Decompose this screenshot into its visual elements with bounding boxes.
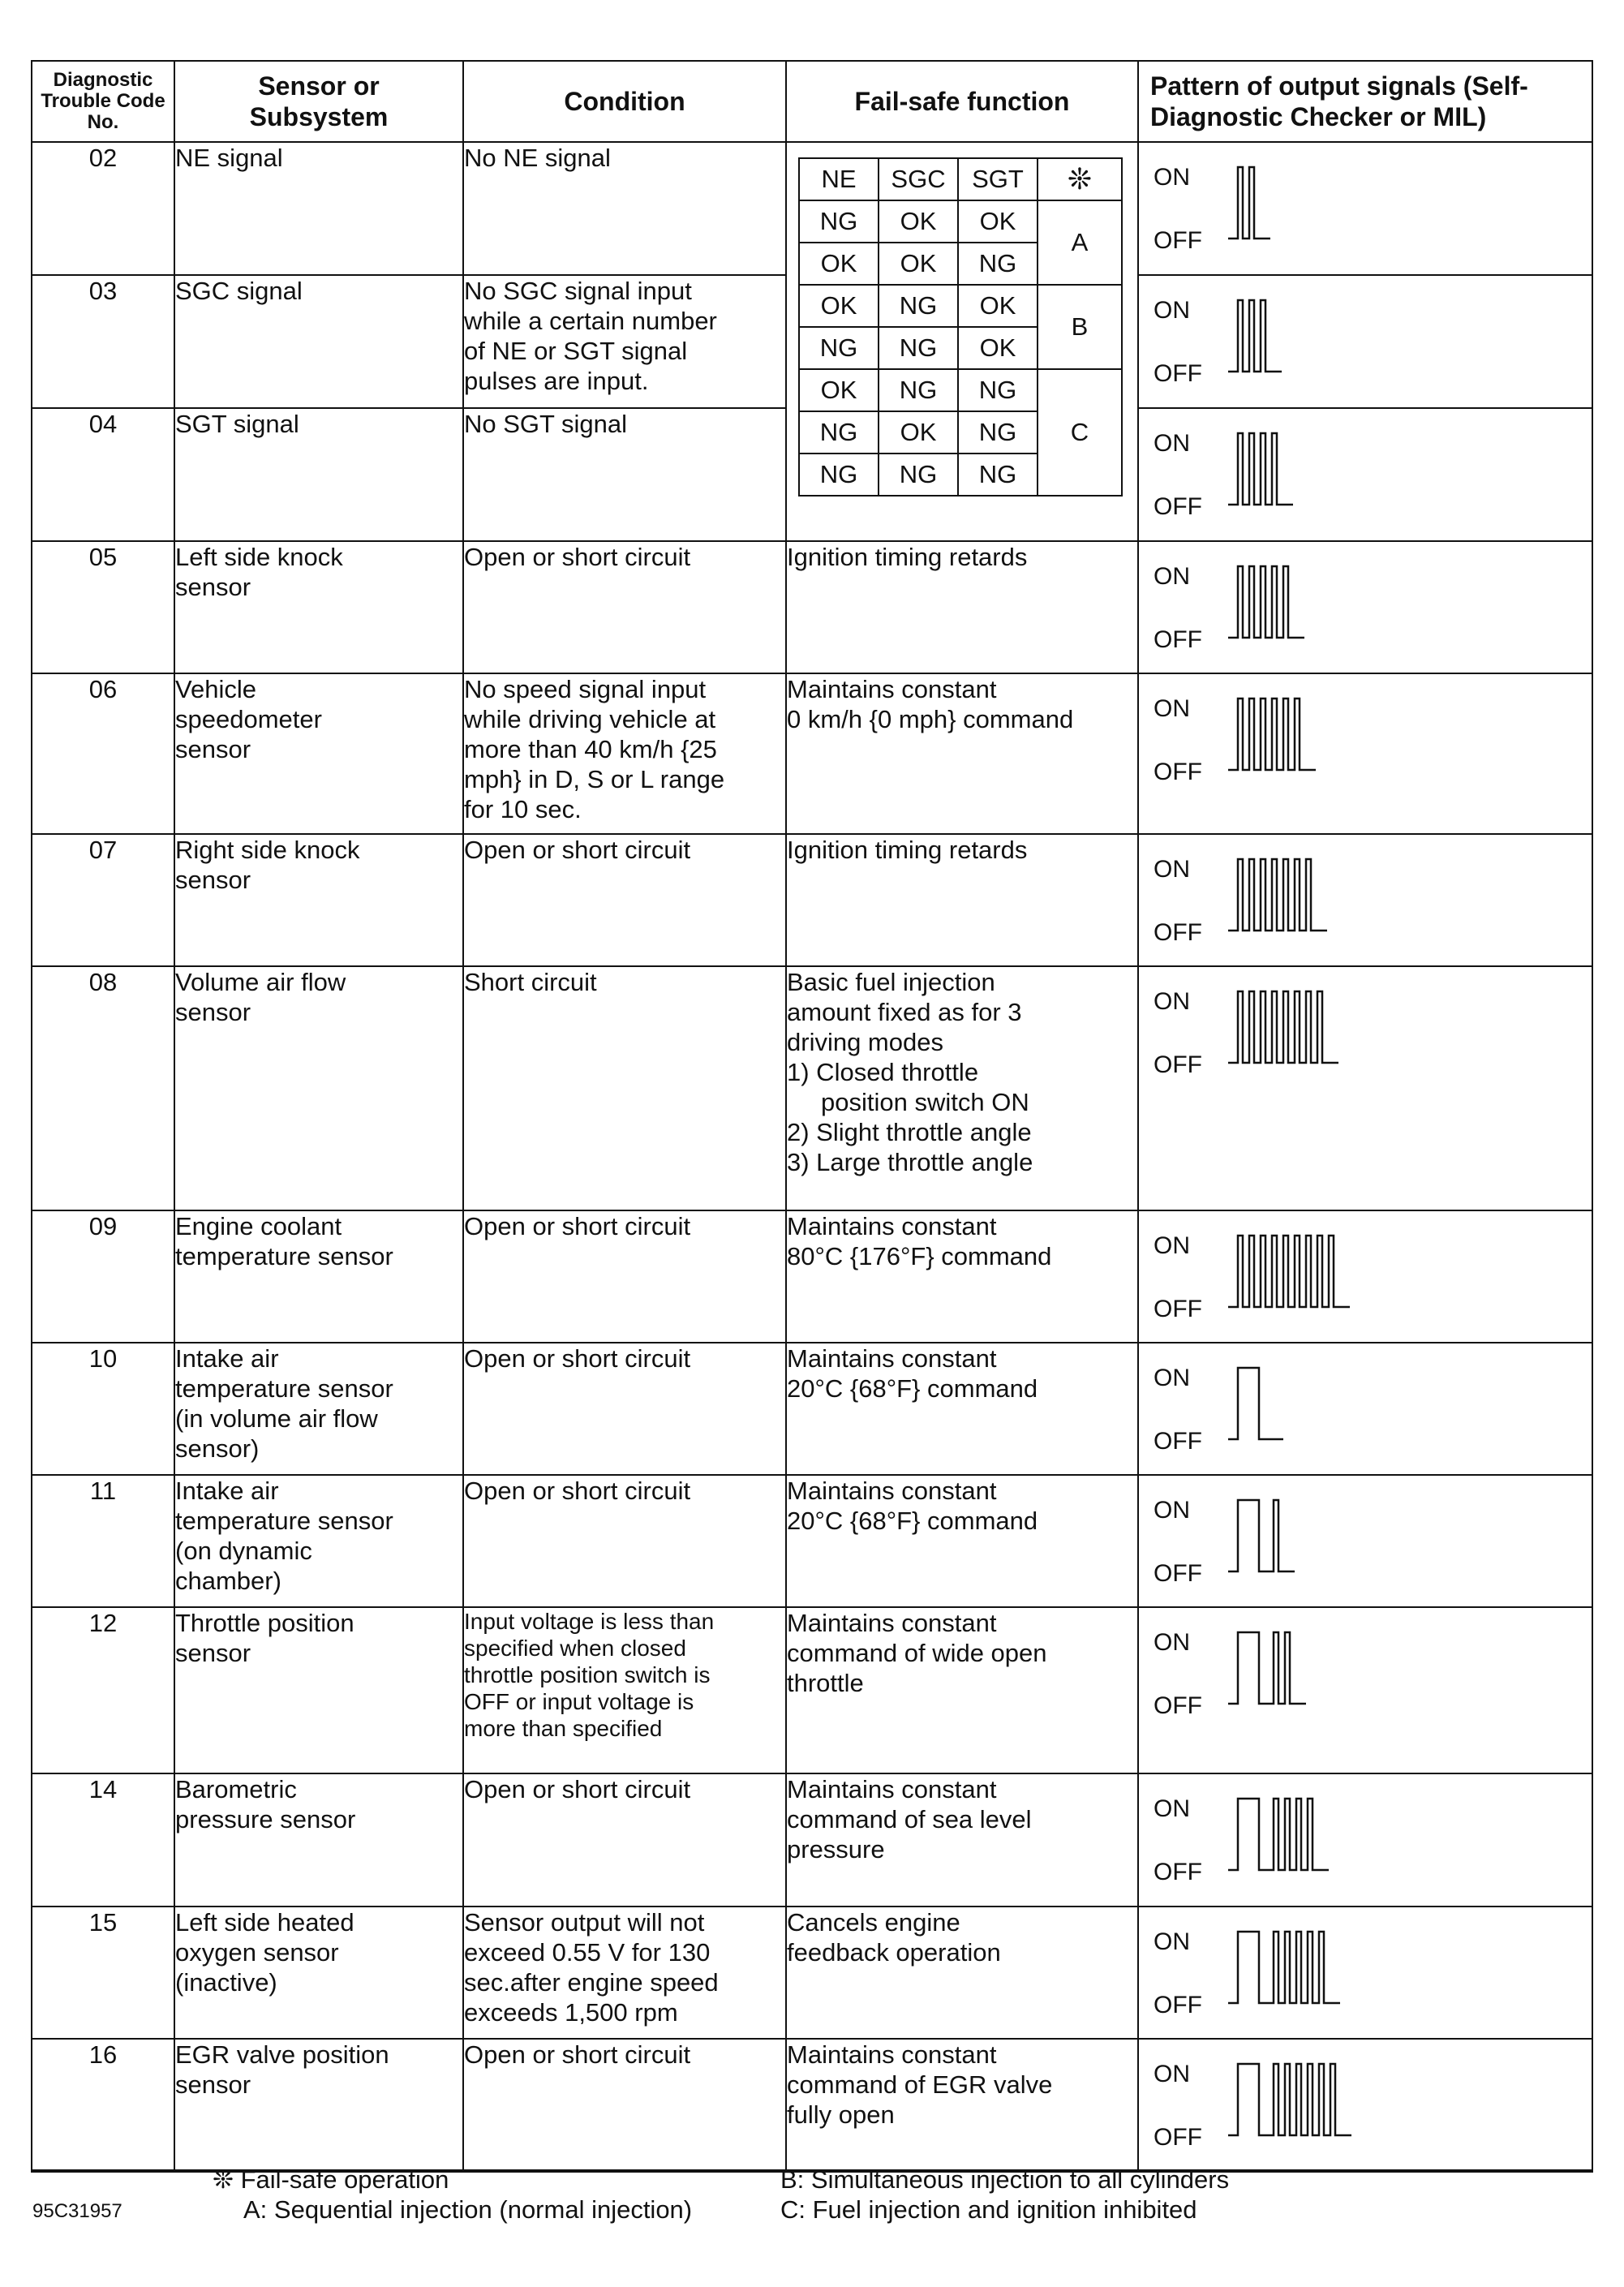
signal-off-label: OFF	[1154, 1051, 1202, 1078]
signal-pattern	[1138, 1607, 1592, 1773]
table-row	[32, 142, 1592, 275]
signal-pattern-graphic	[1154, 1917, 1429, 2023]
condition	[463, 541, 786, 673]
dtc-code: 07	[32, 834, 174, 966]
failsafe-matrix-cell: NG	[799, 327, 879, 369]
header-pattern: Pattern of output signals (Self-Diagnostic Checker or MIL)	[1138, 61, 1592, 142]
signal-off-label: OFF	[1154, 227, 1202, 254]
rows.6.sensor-line: Volume air flow	[175, 968, 346, 996]
rows.4.failsafe-line: Maintains constant	[787, 675, 997, 703]
signal-on-label: ON	[1154, 1795, 1190, 1822]
signal-on-label: ON	[1154, 430, 1190, 457]
signal-pattern	[1138, 2039, 1592, 2171]
rows.10.condition-line: throttle position switch is	[464, 1662, 711, 1687]
signal-waveform	[1228, 1368, 1283, 1439]
sensor-name	[174, 1607, 463, 1773]
rows.10.failsafe-line: throttle	[787, 1669, 864, 1697]
failsafe-matrix-cell: OK	[958, 285, 1038, 327]
signal-on-label: ON	[1154, 695, 1190, 722]
rows.3.sensor-line: Left side knock	[175, 543, 343, 571]
rows.7.failsafe-line: Maintains constant	[787, 1212, 997, 1240]
signal-pattern-graphic	[1154, 286, 1429, 391]
failsafe-function	[786, 673, 1138, 834]
signal-pattern-graphic	[1154, 977, 1429, 1082]
rows.3.sensor-line: sensor	[175, 573, 251, 601]
header-code: Diagnostic Trouble Code No.	[32, 61, 174, 142]
rows.4.failsafe-line: 0 km/h {0 mph} command	[787, 705, 1074, 733]
signal-waveform	[1228, 566, 1304, 638]
rows.9.sensor-line: temperature sensor	[175, 1507, 393, 1535]
signal-waveform	[1228, 1236, 1350, 1307]
header-failsafe: Fail-safe function	[786, 61, 1138, 142]
rows.6.failsafe-line: 3) Large throttle angle	[787, 1148, 1033, 1176]
signal-pattern	[1138, 1475, 1592, 1607]
sensor-name	[174, 408, 463, 541]
condition	[463, 834, 786, 966]
failsafe-function	[786, 1343, 1138, 1475]
sensor-name	[174, 1907, 463, 2039]
signal-pattern	[1138, 275, 1592, 408]
rows.5.condition-line: Open or short circuit	[464, 836, 691, 864]
rows.11.sensor-line: Barometric	[175, 1775, 297, 1803]
signal-on-label: ON	[1154, 1497, 1190, 1524]
condition	[463, 966, 786, 1210]
failsafe-matrix-cell: OK	[879, 411, 958, 454]
rows.12.condition-line: exceeds 1,500 rpm	[464, 1998, 678, 2027]
failsafe-matrix-cell: NG	[958, 243, 1038, 285]
rows.12.failsafe-line: Cancels engine	[787, 1908, 960, 1937]
rows.11.failsafe-line: Maintains constant	[787, 1775, 997, 1803]
failsafe-group-label: C	[1038, 369, 1122, 496]
rows.8.condition-line: Open or short circuit	[464, 1344, 691, 1373]
rows.12.condition-line: sec.after engine speed	[464, 1968, 719, 1997]
rows.13.sensor-line: EGR valve position	[175, 2040, 389, 2069]
signal-on-label: ON	[1154, 988, 1190, 1015]
failsafe-matrix-cell: NG	[799, 200, 879, 243]
rows.10.condition-line: Input voltage is less than	[464, 1609, 715, 1634]
dtc-code: 16	[32, 2039, 174, 2171]
rows.6.failsafe-line: 1) Closed throttle	[787, 1058, 979, 1086]
rows.3.failsafe-line: Ignition timing retards	[787, 543, 1028, 571]
footnote-failsafe-operation: ❊ Fail-safe operation	[213, 2165, 449, 2194]
rows.1.condition-line: of NE or SGT signal	[464, 337, 688, 365]
diagnostic-trouble-code-table	[31, 60, 1593, 2173]
failsafe-matrix-header: ❊	[1038, 158, 1122, 200]
rows.6.failsafe-line: 2) Slight throttle angle	[787, 1118, 1032, 1146]
signal-off-label: OFF	[1154, 759, 1202, 785]
signal-off-label: OFF	[1154, 1560, 1202, 1587]
failsafe-matrix-header: NE	[799, 158, 879, 200]
dtc-code: 14	[32, 1773, 174, 1907]
signal-pattern-graphic	[1154, 552, 1429, 657]
rows.9.sensor-line: (on dynamic	[175, 1537, 312, 1565]
rows.6.failsafe-line: Basic fuel injection	[787, 968, 995, 996]
rows.0.condition-line: No NE signal	[464, 144, 611, 172]
footnote-b: B: Simultaneous injection to all cylinders	[780, 2165, 1230, 2194]
signal-on-label: ON	[1154, 856, 1190, 883]
rows.9.sensor-line: Intake air	[175, 1477, 279, 1505]
failsafe-merged	[786, 142, 1138, 541]
failsafe-function	[786, 966, 1138, 1210]
signal-on-label: ON	[1154, 563, 1190, 590]
rows.12.sensor-line: oxygen sensor	[175, 1938, 339, 1967]
rows.13.sensor-line: sensor	[175, 2070, 251, 2099]
signal-off-label: OFF	[1154, 1992, 1202, 2018]
signal-waveform	[1228, 1799, 1329, 1870]
rows.9.failsafe-line: 20°C {68°F} command	[787, 1507, 1038, 1535]
footnote-right	[780, 2164, 1229, 2225]
condition	[463, 2039, 786, 2171]
failsafe-function	[786, 2039, 1138, 2171]
rows.6.condition-line: Short circuit	[464, 968, 597, 996]
sensor-name	[174, 541, 463, 673]
rows.9.sensor-line: chamber)	[175, 1567, 281, 1595]
rows.5.sensor-line: sensor	[175, 866, 251, 894]
rows.5.sensor-line: Right side knock	[175, 836, 360, 864]
failsafe-matrix-header: SGC	[879, 158, 958, 200]
failsafe-matrix-cell: NG	[958, 369, 1038, 411]
rows.3.condition-line: Open or short circuit	[464, 543, 691, 571]
rows.1.sensor-line: SGC signal	[175, 277, 303, 305]
rows.1.condition-line: pulses are input.	[464, 367, 649, 395]
condition	[463, 1607, 786, 1773]
signal-on-label: ON	[1154, 1232, 1190, 1259]
signal-waveform	[1228, 2064, 1351, 2135]
sensor-name	[174, 966, 463, 1210]
failsafe-matrix-header: SGT	[958, 158, 1038, 200]
rows.13.failsafe-line: fully open	[787, 2100, 895, 2129]
footnote-c: C: Fuel injection and ignition inhibited	[780, 2195, 1197, 2224]
rows.13.failsafe-line: Maintains constant	[787, 2040, 997, 2069]
dtc-code: 04	[32, 408, 174, 541]
rows.6.sensor-line: sensor	[175, 998, 251, 1026]
rows.6.failsafe-line: driving modes	[787, 1028, 943, 1056]
condition	[463, 673, 786, 834]
sensor-name	[174, 1773, 463, 1907]
dtc-code: 02	[32, 142, 174, 275]
failsafe-matrix-cell: NG	[879, 369, 958, 411]
rows.4.condition-line: mph} in D, S or L range	[464, 765, 725, 793]
dtc-code: 10	[32, 1343, 174, 1475]
rows.13.failsafe-line: command of EGR valve	[787, 2070, 1053, 2099]
footnote	[213, 2164, 692, 2225]
document-id: 95C31957	[32, 2200, 122, 2222]
condition	[463, 1475, 786, 1607]
failsafe-matrix-cell: NG	[879, 327, 958, 369]
signal-pattern-graphic	[1154, 845, 1429, 950]
rows.12.sensor-line: (inactive)	[175, 1968, 277, 1997]
table-row	[32, 1475, 1592, 1607]
table-row	[32, 834, 1592, 966]
rows.4.sensor-line: Vehicle	[175, 675, 256, 703]
signal-waveform	[1228, 699, 1316, 770]
failsafe-function	[786, 1607, 1138, 1773]
condition	[463, 275, 786, 408]
failsafe-group-label: B	[1038, 285, 1122, 369]
rows.11.failsafe-line: pressure	[787, 1835, 885, 1864]
rows.12.condition-line: Sensor output will not	[464, 1908, 705, 1937]
signal-pattern-graphic	[1154, 419, 1429, 524]
signal-pattern	[1138, 408, 1592, 541]
table-row	[32, 2039, 1592, 2171]
signal-off-label: OFF	[1154, 1296, 1202, 1322]
rows.1.condition-line: No SGC signal input	[464, 277, 692, 305]
condition	[463, 1210, 786, 1343]
sensor-name	[174, 2039, 463, 2171]
failsafe-matrix-cell: NG	[879, 454, 958, 496]
condition	[463, 1907, 786, 2039]
footnote-a: A: Sequential injection (normal injection)	[243, 2195, 693, 2224]
signal-pattern-graphic	[1154, 2049, 1429, 2155]
signal-pattern-graphic	[1154, 1784, 1429, 1889]
rows.11.condition-line: Open or short circuit	[464, 1775, 691, 1803]
signal-pattern	[1138, 673, 1592, 834]
table-row	[32, 1607, 1592, 1773]
table-row	[32, 541, 1592, 673]
failsafe-function	[786, 1210, 1138, 1343]
rows.4.sensor-line: sensor	[175, 735, 251, 763]
failsafe-function	[786, 1907, 1138, 2039]
sensor-name	[174, 673, 463, 834]
signal-waveform	[1228, 300, 1282, 372]
condition	[463, 1773, 786, 1907]
signal-waveform	[1228, 859, 1327, 931]
failsafe-function	[786, 541, 1138, 673]
table-row	[32, 673, 1592, 834]
signal-on-label: ON	[1154, 164, 1190, 191]
signal-off-label: OFF	[1154, 1859, 1202, 1885]
signal-pattern-graphic	[1154, 1618, 1429, 1723]
signal-pattern	[1138, 541, 1592, 673]
signal-off-label: OFF	[1154, 919, 1202, 946]
signal-off-label: OFF	[1154, 626, 1202, 653]
rows.9.condition-line: Open or short circuit	[464, 1477, 691, 1505]
rows.11.failsafe-line: command of sea level	[787, 1805, 1032, 1833]
dtc-code: 15	[32, 1907, 174, 2039]
signal-on-label: ON	[1154, 1365, 1190, 1391]
failsafe-matrix-cell: OK	[799, 243, 879, 285]
rows.8.failsafe-line: 20°C {68°F} command	[787, 1374, 1038, 1403]
rows.10.sensor-line: Throttle position	[175, 1609, 354, 1637]
failsafe-matrix-cell: NG	[879, 285, 958, 327]
sensor-name	[174, 1475, 463, 1607]
failsafe-matrix-cell: OK	[879, 243, 958, 285]
header-sensor: Sensor or Subsystem	[174, 61, 463, 142]
signal-off-label: OFF	[1154, 2124, 1202, 2151]
signal-waveform	[1228, 1632, 1306, 1704]
signal-waveform	[1228, 1500, 1295, 1571]
signal-pattern-graphic	[1154, 153, 1429, 258]
rows.10.sensor-line: sensor	[175, 1639, 251, 1667]
failsafe-function	[786, 834, 1138, 966]
table-row	[32, 1343, 1592, 1475]
signal-pattern	[1138, 966, 1592, 1210]
rows.9.failsafe-line: Maintains constant	[787, 1477, 997, 1505]
condition	[463, 1343, 786, 1475]
rows.11.sensor-line: pressure sensor	[175, 1805, 356, 1833]
signal-pattern	[1138, 1210, 1592, 1343]
rows.1.condition-line: while a certain number	[464, 307, 717, 335]
signal-on-label: ON	[1154, 1928, 1190, 1955]
signal-pattern	[1138, 1773, 1592, 1907]
failsafe-matrix	[798, 157, 1123, 497]
rows.6.failsafe-line: amount fixed as for 3	[787, 998, 1022, 1026]
signal-on-label: ON	[1154, 2061, 1190, 2087]
rows.6.failsafe-line: position switch ON	[821, 1088, 1029, 1116]
rows.4.condition-line: while driving vehicle at	[464, 705, 716, 733]
dtc-code: 08	[32, 966, 174, 1210]
rows.12.condition-line: exceed 0.55 V for 130	[464, 1938, 711, 1967]
rows.2.sensor-line: SGT signal	[175, 410, 299, 438]
table-body	[32, 142, 1592, 2171]
dtc-code: 09	[32, 1210, 174, 1343]
rows.12.sensor-line: Left side heated	[175, 1908, 354, 1937]
signal-pattern	[1138, 1343, 1592, 1475]
rows.10.condition-line: OFF or input voltage is	[464, 1689, 694, 1714]
failsafe-matrix-cell: NG	[958, 411, 1038, 454]
sensor-name	[174, 834, 463, 966]
signal-off-label: OFF	[1154, 493, 1202, 520]
signal-pattern-graphic	[1154, 1221, 1429, 1326]
failsafe-matrix-cell: OK	[879, 200, 958, 243]
signal-waveform	[1228, 1932, 1340, 2003]
dtc-code: 11	[32, 1475, 174, 1607]
sensor-name	[174, 275, 463, 408]
rows.8.failsafe-line: Maintains constant	[787, 1344, 997, 1373]
sensor-name	[174, 1210, 463, 1343]
dtc-code: 12	[32, 1607, 174, 1773]
signal-pattern	[1138, 834, 1592, 966]
failsafe-function	[786, 1475, 1138, 1607]
condition	[463, 408, 786, 541]
rows.7.condition-line: Open or short circuit	[464, 1212, 691, 1240]
failsafe-matrix-cell: NG	[799, 411, 879, 454]
rows.8.sensor-line: (in volume air flow	[175, 1404, 378, 1433]
failsafe-function	[786, 1773, 1138, 1907]
rows.8.sensor-line: sensor)	[175, 1434, 260, 1463]
table-row	[32, 966, 1592, 1210]
rows.2.condition-line: No SGT signal	[464, 410, 628, 438]
signal-pattern	[1138, 142, 1592, 275]
failsafe-matrix-cell: OK	[799, 369, 879, 411]
rows.7.sensor-line: temperature sensor	[175, 1242, 393, 1270]
table-row	[32, 1907, 1592, 2039]
signal-off-label: OFF	[1154, 1692, 1202, 1719]
rows.13.condition-line: Open or short circuit	[464, 2040, 691, 2069]
rows.10.condition-line: more than specified	[464, 1716, 663, 1741]
rows.12.failsafe-line: feedback operation	[787, 1938, 1001, 1967]
header-condition: Condition	[463, 61, 786, 142]
signal-on-label: ON	[1154, 297, 1190, 324]
signal-on-label: ON	[1154, 1629, 1190, 1656]
signal-pattern	[1138, 1907, 1592, 2039]
rows.4.condition-line: more than 40 km/h {25	[464, 735, 717, 763]
rows.4.condition-line: for 10 sec.	[464, 795, 582, 823]
rows.0.sensor-line: NE signal	[175, 144, 283, 172]
rows.10.condition-line: specified when closed	[464, 1636, 686, 1661]
failsafe-matrix-cell: NG	[958, 454, 1038, 496]
sensor-name	[174, 1343, 463, 1475]
signal-waveform	[1228, 433, 1293, 505]
dtc-code: 05	[32, 541, 174, 673]
failsafe-group-label: A	[1038, 200, 1122, 285]
rows.10.failsafe-line: Maintains constant	[787, 1609, 997, 1637]
condition	[463, 142, 786, 275]
table-row	[32, 1773, 1592, 1907]
signal-pattern-graphic	[1154, 1485, 1429, 1591]
rows.10.failsafe-line: command of wide open	[787, 1639, 1047, 1667]
dtc-code: 06	[32, 673, 174, 834]
failsafe-matrix-cell: OK	[958, 327, 1038, 369]
signal-pattern-graphic	[1154, 684, 1429, 789]
table-row	[32, 1210, 1592, 1343]
rows.5.failsafe-line: Ignition timing retards	[787, 836, 1028, 864]
sensor-name	[174, 142, 463, 275]
signal-pattern-graphic	[1154, 1353, 1429, 1459]
signal-off-label: OFF	[1154, 360, 1202, 387]
dtc-code: 03	[32, 275, 174, 408]
failsafe-matrix-cell: OK	[799, 285, 879, 327]
rows.4.condition-line: No speed signal input	[464, 675, 707, 703]
rows.8.sensor-line: Intake air	[175, 1344, 279, 1373]
signal-waveform	[1228, 991, 1338, 1063]
rows.4.sensor-line: speedometer	[175, 705, 322, 733]
rows.7.sensor-line: Engine coolant	[175, 1212, 342, 1240]
signal-waveform	[1228, 167, 1270, 239]
failsafe-matrix-cell: OK	[958, 200, 1038, 243]
rows.7.failsafe-line: 80°C {176°F} command	[787, 1242, 1052, 1270]
signal-off-label: OFF	[1154, 1428, 1202, 1455]
rows.8.sensor-line: temperature sensor	[175, 1374, 393, 1403]
failsafe-matrix-cell: NG	[799, 454, 879, 496]
